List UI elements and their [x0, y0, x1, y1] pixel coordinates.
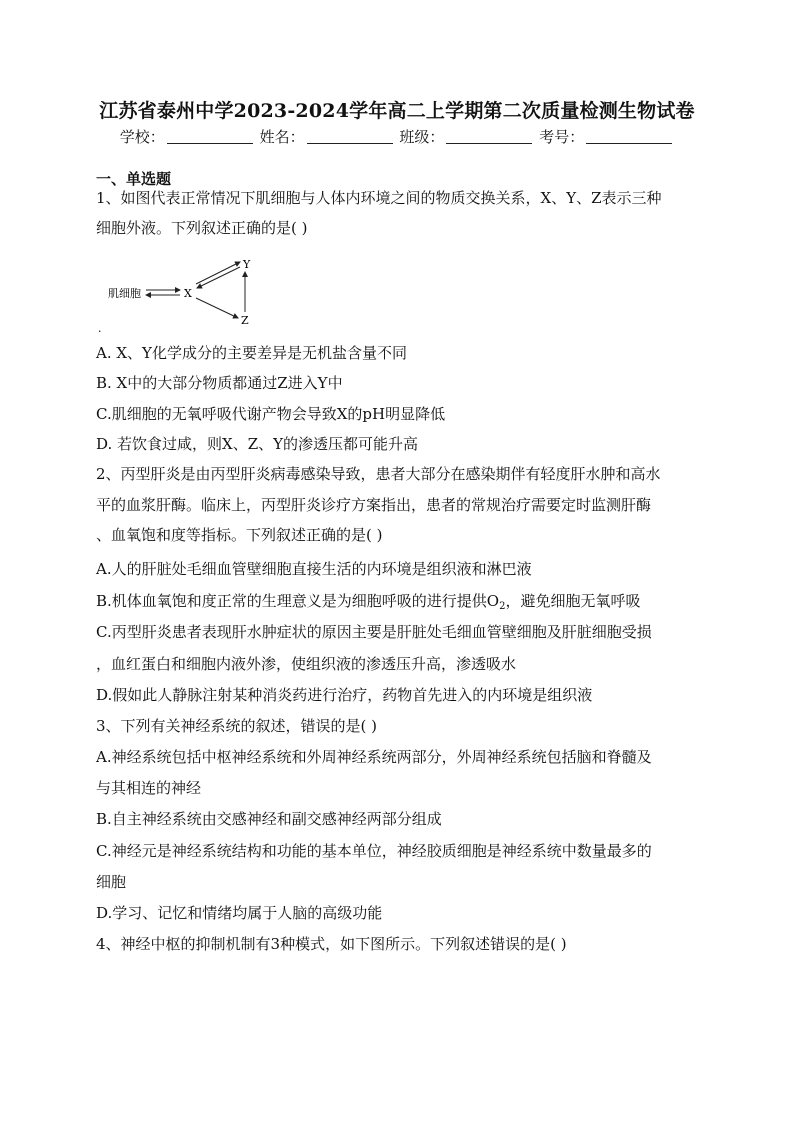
q3-option-a-line-1[interactable]: A.神经系统包括中枢神经系统和外周神经系统两部分，外周神经系统包括脑和脊髓及: [96, 748, 652, 766]
diagram-label-y: Y: [243, 258, 251, 271]
q2-option-c-line-2[interactable]: ，血红蛋白和细胞内液外渗，使组织液的渗透压升高，渗透吸水: [96, 655, 517, 673]
q4-stem: 4、神经中枢的抑制机制有3种模式，如下图所示。下列叙述错误的是( ): [96, 935, 567, 953]
q2-option-b-text: B.机体血氧饱和度正常的生理意义是为细胞呼吸的进行提供O: [96, 592, 500, 610]
q2-option-b-text-end: ，避免细胞无氧呼吸: [505, 592, 641, 610]
name-label: 姓名：: [259, 128, 305, 146]
arrow-x-to-z: [196, 298, 238, 318]
q1-stem-line-2: 细胞外液。下列叙述正确的是( ): [96, 219, 308, 237]
arrow-x-to-y: [196, 262, 240, 284]
q1-option-c[interactable]: C.肌细胞的无氧呼吸代谢产物会导致X的pH明显降低: [96, 405, 446, 423]
q1-stem-line-1: 1、如图代表正常情况下肌细胞与人体内环境之间的物质交换关系，X、Y、Z表示三种: [96, 189, 662, 207]
school-label: 学校：: [119, 128, 165, 146]
q3-option-c-line-1[interactable]: C.神经元是神经系统结构和功能的基本单位，神经胶质细胞是神经系统中数量最多的: [96, 842, 652, 860]
class-label: 班级：: [399, 128, 445, 146]
exam-title: 江苏省泰州中学2023-2024学年高二上学期第二次质量检测生物试卷: [99, 100, 695, 122]
q1-option-d[interactable]: D. 若饮食过咸，则X、Z、Y的渗透压都可能升高: [96, 435, 419, 453]
q2-stem-line-3: 、血氧饱和度等指标。下列叙述正确的是( ): [96, 526, 383, 544]
name-blank[interactable]: [307, 129, 393, 144]
section-heading: 一、单选题: [96, 170, 172, 188]
q3-option-c-line-2[interactable]: 细胞: [96, 873, 127, 891]
q3-option-d[interactable]: D.学习、记忆和情绪均属于人脑的高级功能: [96, 904, 383, 922]
exam-no-label: 考号：: [539, 128, 585, 146]
q1-option-b[interactable]: B. X中的大部分物质都通过Z进入Y中: [96, 374, 343, 392]
q2-option-b[interactable]: [96, 591, 640, 611]
student-info-line: [0, 126, 794, 147]
q2-option-d[interactable]: D.假如此人静脉注射某种消炎药进行治疗，药物首先进入的内环境是组织液: [96, 686, 593, 704]
exam-no-blank[interactable]: [586, 129, 672, 144]
school-blank[interactable]: [167, 129, 253, 144]
arrow-y-to-x: [197, 267, 240, 288]
q2-stem-line-2: 平的血浆肝酶。临床上，丙型肝炎诊疗方案指出，患者的常规治疗需要定时监测肝酶: [96, 496, 652, 514]
q2-option-a[interactable]: A.人的肝脏处毛细血管壁细胞直接生活的内环境是组织液和淋巴液: [96, 560, 532, 578]
q2-option-b-subscript: 2: [499, 601, 506, 612]
q2-option-c-line-1[interactable]: C.丙型肝炎患者表现肝水肿症状的原因主要是肝脏处毛细血管壁细胞及肝脏细胞受损: [96, 623, 652, 641]
diagram-dot: .: [98, 322, 102, 335]
q3-option-b[interactable]: B.自主神经系统由交感神经和副交感神经两部分组成: [96, 810, 442, 828]
diagram-label-z: Z: [241, 314, 249, 327]
q1-exchange-diagram: [100, 254, 270, 334]
diagram-label-muscle: 肌细胞: [108, 287, 141, 300]
q1-option-a[interactable]: A. X、Y化学成分的主要差异是无机盐含量不同: [96, 344, 407, 362]
q2-stem-line-1: 2、丙型肝炎是由丙型肝炎病毒感染导致，患者大部分在感染期伴有轻度肝水肿和高水: [96, 465, 661, 483]
q3-option-a-line-2[interactable]: 与其相连的神经: [96, 779, 202, 797]
class-blank[interactable]: [446, 129, 532, 144]
q3-stem: 3、下列有关神经系统的叙述，错误的是( ): [96, 717, 378, 735]
diagram-label-x: X: [184, 287, 192, 300]
